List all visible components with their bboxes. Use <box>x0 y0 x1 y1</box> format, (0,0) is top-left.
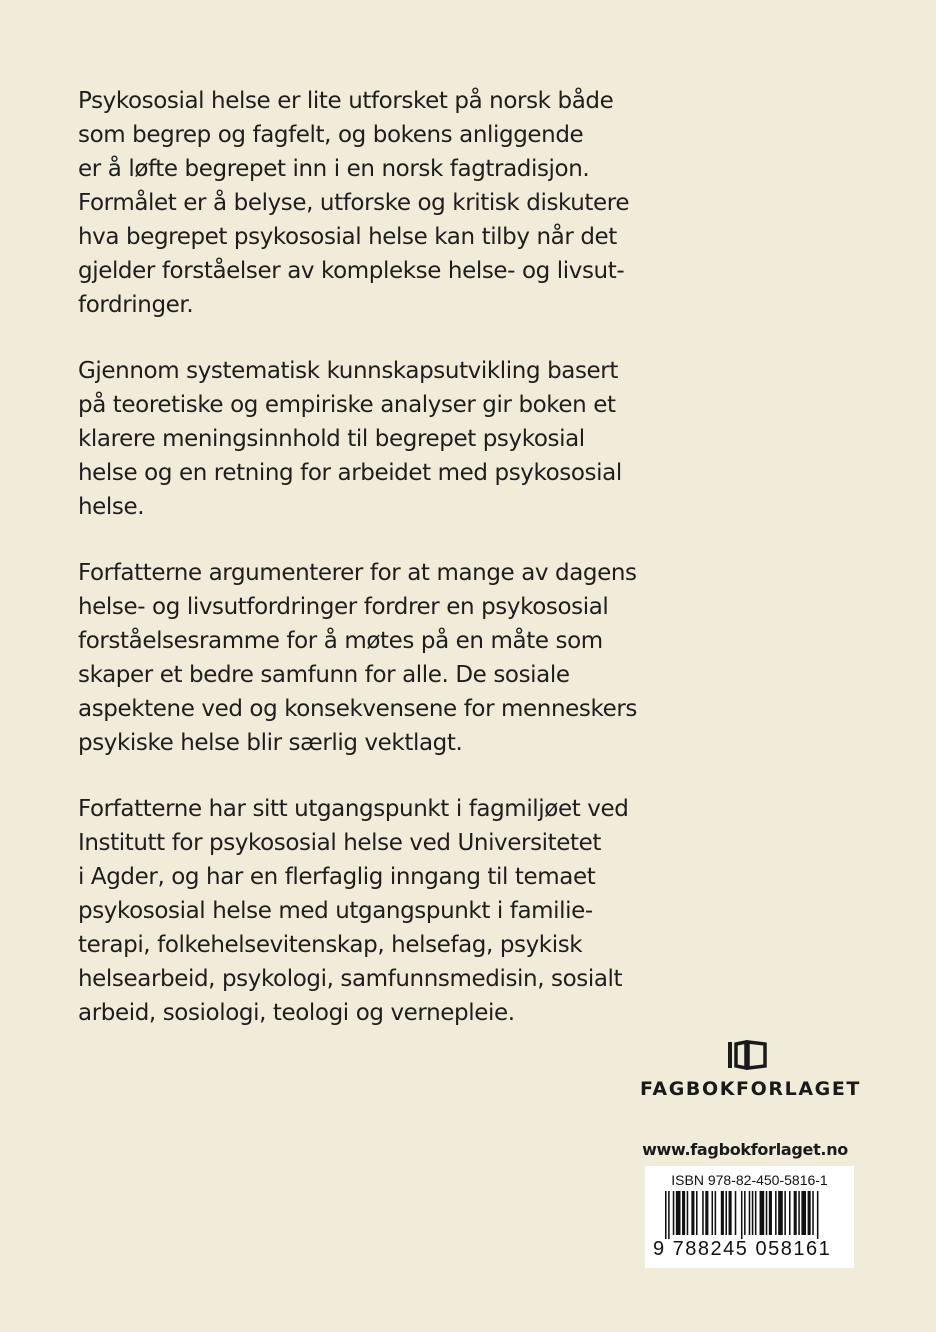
text-line: i Agder, og har en flerfaglig inngang til temaet <box>78 864 596 890</box>
barcode-bar <box>801 1191 806 1235</box>
paragraph <box>78 354 718 524</box>
barcode-digits: 9 788245 058161 <box>653 1238 832 1260</box>
barcode-bar <box>721 1191 724 1235</box>
publisher-name: FAGBOKFORLAGET <box>640 1078 861 1100</box>
barcode-bar <box>775 1191 777 1235</box>
barcode-bar <box>665 1191 667 1239</box>
text-line: helse- og livsutfordringer fordrer en psykososial <box>78 594 609 620</box>
text-line: forståelsesramme for å møtes på en måte som <box>78 628 603 654</box>
text-line: aspektene ved og konsekvensene for menneskers <box>78 696 637 722</box>
barcode-bar <box>691 1191 694 1235</box>
text-line: Gjennom systematisk kunnskapsutvikling basert <box>78 358 618 384</box>
barcode-bar <box>760 1191 765 1235</box>
open-book-logo-icon <box>726 1040 768 1070</box>
text-line: hva begrepet psykososial helse kan tilby når det <box>78 224 617 250</box>
text-line: fordringer. <box>78 292 194 318</box>
barcode-bar <box>744 1191 746 1235</box>
barcode-bar <box>715 1191 717 1235</box>
paragraph <box>78 84 718 322</box>
paragraph <box>78 556 718 760</box>
text-line: arbeid, sosiologi, teologi og vernepleie. <box>78 1000 515 1026</box>
barcode-bar <box>817 1191 819 1239</box>
text-line: klarere meningsinnhold til begrepet psykosial <box>78 426 585 452</box>
barcode-bars <box>665 1191 835 1239</box>
barcode-bar <box>812 1191 814 1235</box>
text-line: helse og en retning for arbeidet med psykososial <box>78 460 622 486</box>
barcode-bar <box>729 1191 732 1235</box>
barcode-bar <box>673 1191 675 1235</box>
text-line: som begrep og fagfelt, og bokens anliggende <box>78 122 584 148</box>
barcode-bar <box>735 1191 737 1235</box>
text-line: Forfatterne har sitt utgangspunkt i fagmiljøet ved <box>78 796 629 822</box>
barcode-bar <box>794 1191 797 1235</box>
barcode-bar <box>712 1191 714 1235</box>
back-cover-text <box>78 84 718 1062</box>
barcode-bar <box>778 1191 783 1235</box>
barcode-bar <box>741 1191 743 1239</box>
text-line: terapi, folkehelsevitenskap, helsefag, psykisk <box>78 932 583 958</box>
barcode-bar <box>789 1191 791 1235</box>
text-line: gjelder forståelser av komplekse helse- og livsut- <box>78 258 625 284</box>
text-line: Forfatterne argumenterer for at mange av dagens <box>78 560 637 586</box>
isbn-barcode <box>645 1166 854 1268</box>
text-line: psykiske helse blir særlig vektlagt. <box>78 730 463 756</box>
barcode-bar <box>682 1191 685 1235</box>
barcode-bar <box>705 1191 708 1235</box>
publisher-website: www.fagbokforlaget.no <box>642 1140 848 1159</box>
barcode-bar <box>808 1191 811 1235</box>
barcode-bar <box>784 1191 786 1235</box>
barcode-bar <box>702 1191 704 1235</box>
barcode-bar <box>752 1191 754 1235</box>
barcode-bar <box>749 1191 751 1235</box>
barcode-bar <box>769 1191 772 1235</box>
barcode-bar <box>687 1191 689 1235</box>
text-line: på teoretiske og empiriske analyser gir boken et <box>78 392 616 418</box>
text-line: er å løfte begrepet inn i en norsk fagtradisjon. <box>78 156 590 182</box>
barcode-bar <box>755 1191 757 1235</box>
text-line: Psykososial helse er lite utforsket på norsk både <box>78 88 614 114</box>
text-line: Institutt for psykososial helse ved Universitetet <box>78 830 602 856</box>
barcode-bar <box>798 1191 800 1235</box>
publisher-block <box>640 1040 861 1100</box>
text-line: helsearbeid, psykologi, samfunnsmedisin, sosialt <box>78 966 623 992</box>
paragraph <box>78 792 718 1030</box>
text-line: psykososial helse med utgangspunkt i familie- <box>78 898 593 924</box>
text-line: skaper et bedre samfunn for alle. De sosiale <box>78 662 570 688</box>
text-line: helse. <box>78 494 145 520</box>
barcode-bar <box>696 1191 698 1235</box>
barcode-bar <box>766 1191 768 1235</box>
barcode-bar <box>676 1191 681 1235</box>
barcode-bar <box>668 1191 670 1239</box>
barcode-bar <box>725 1191 727 1235</box>
isbn-label: ISBN 978-82-450-5816-1 <box>671 1172 828 1188</box>
text-line: Formålet er å belyse, utforske og kritisk diskutere <box>78 190 630 216</box>
